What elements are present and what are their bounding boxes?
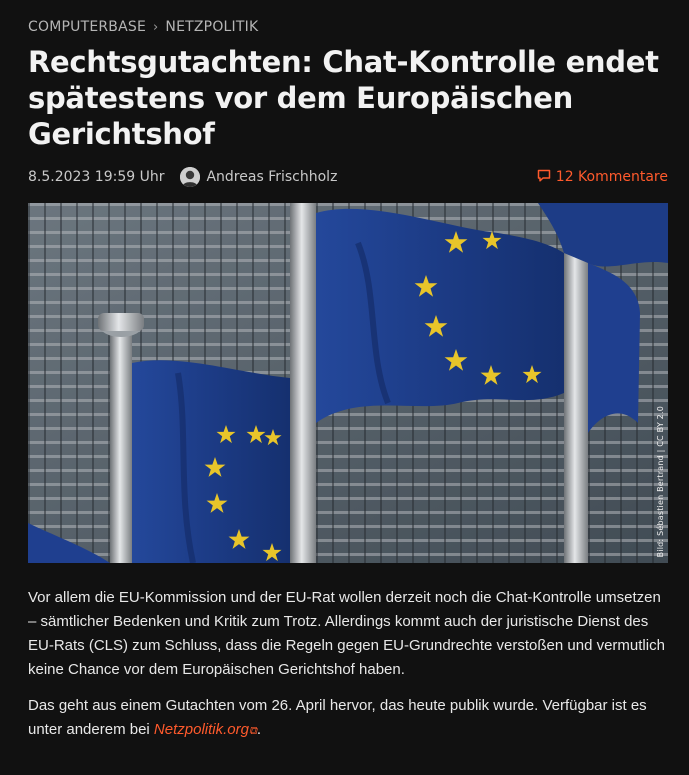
netzpolitik-link[interactable] (154, 721, 257, 738)
publish-date: 8.5.2023 19:59 Uhr (28, 169, 165, 185)
author-link[interactable]: Andreas Frischholz (206, 169, 338, 185)
comment-bubble-icon (537, 169, 551, 186)
paragraph-1: Vor allem die EU-Kommission und der EU-Rat wollen derzeit noch die Chat-Kontrolle umsetzen – sämtlicher Bedenken und Kritik zum Trotz. Allerdings kommt auch der juristische Dienst des EU-Rats (CLS) zum Schluss, dass die Regeln gegen EU-Grundrechte verstoßen und vermutlich keine Chance vor dem Europäischen Gerichtshof haben. (28, 589, 665, 678)
paragraph-2-text: Das geht aus einem Gutachten vom 26. April hervor, das heute publik wurde. Verfügbar ist es unter anderem bei (28, 697, 647, 738)
breadcrumb-separator: › (153, 19, 159, 35)
eu-flags-photo (28, 203, 668, 563)
image-credit: Bild: Sébastien Bertrand | CC BY 2.0 (656, 405, 665, 557)
netzpolitik-link-label: Netzpolitik.org (153, 721, 249, 738)
breadcrumb-section-link[interactable]: NETZPOLITIK (165, 19, 259, 35)
article-title: Rechtsgutachten: Chat-Kontrolle endet spätestens vor dem Europäischen Gerichtshof (28, 45, 659, 151)
paragraph-2 (28, 694, 668, 743)
article-body (28, 586, 668, 755)
author-avatar[interactable] (180, 167, 200, 187)
breadcrumb-site-link[interactable]: COMPUTERBASE (28, 19, 147, 35)
paragraph-2-end: . (256, 721, 261, 738)
article-meta (28, 166, 668, 188)
hero-image[interactable] (28, 203, 668, 563)
comments-count-label: 12 Kommentare (555, 169, 668, 185)
breadcrumb (28, 19, 258, 35)
comments-link[interactable] (537, 169, 668, 186)
external-link-icon: ⧉ (248, 725, 257, 737)
